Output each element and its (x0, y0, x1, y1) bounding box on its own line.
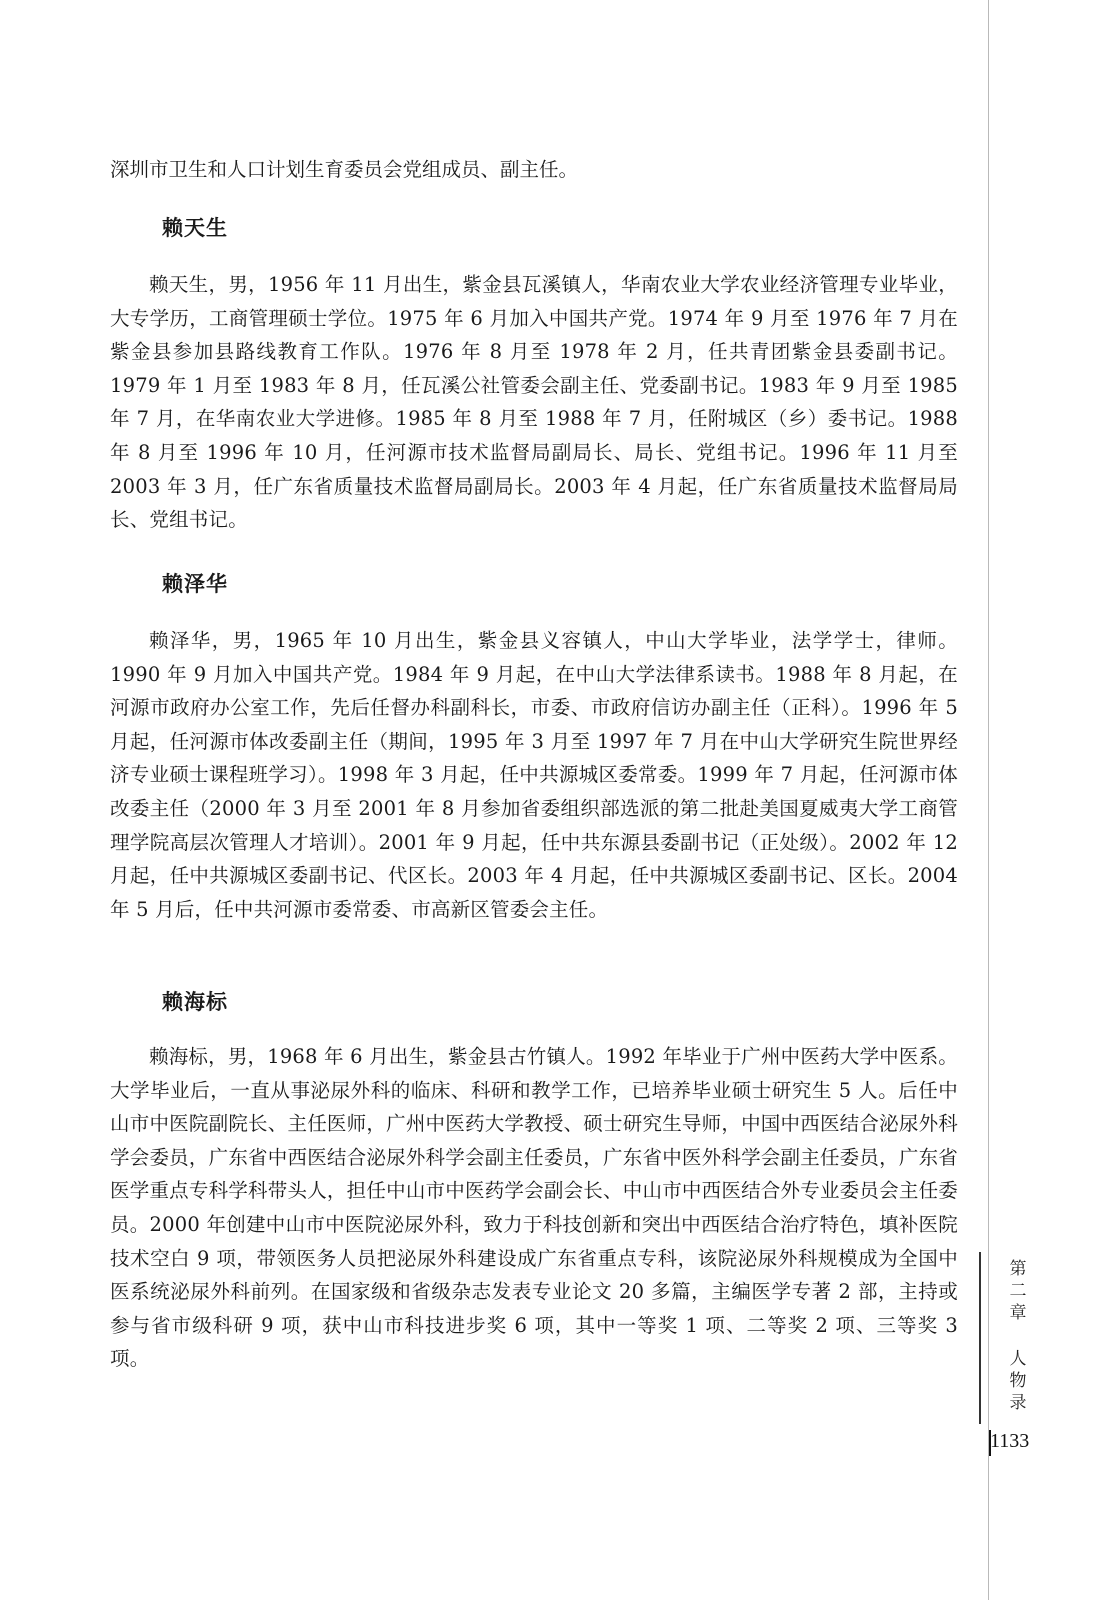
section-char: 录 (1009, 1393, 1027, 1413)
chapter-char: 章 (1009, 1303, 1027, 1323)
chapter-side-label (1003, 1258, 1033, 1414)
section-char: 人 (1009, 1349, 1027, 1369)
chapter-char: 第 (1009, 1259, 1027, 1279)
entry-body-3 (110, 1040, 958, 1376)
page-number: 1133 (990, 1430, 1030, 1452)
entry-title-2: 赖泽华 (162, 572, 228, 596)
chapter-char: 二 (1009, 1281, 1027, 1301)
margin-rule (988, 0, 989, 1600)
entry-paragraph-3: 赖海标，男，1968 年 6 月出生，紫金县古竹镇人。1992 年毕业于广州中医药大学中医系。大学毕业后，一直从事泌尿外科的临床、科研和教学工作，已培养毕业硕士研究生 5 人。后任中山市中医院副院长、主任医师，广州中医药大学教授、硕士研究生导师，中国中西医结合泌尿外科学会委员，广东省中西医结合泌尿外科学会副主任委员，广东省中医外科学会副主任委员，广东省医学重点专科学科带头人，担任中山市中医药学会副会长、中山市中西医结合外专业委员会主任委员。2000 年创建中山市中医院泌尿外科，致力于科技创新和突出中西医结合治疗特色，填补医院技术空白 9 项，带领医务人员把泌尿外科建设成广东省重点专科，该院泌尿外科规模成为全国中医系统泌尿外科前列。在国家级和省级杂志发表专业论文 20 多篇，主编医学专著 2 部，主持或参与省市级科研 9 项，获中山市科技进步奖 6 项，其中一等奖 1 项、二等奖 2 项、三等奖 3 项。 (110, 1045, 958, 1371)
entry-paragraph-1: 赖天生，男，1956 年 11 月出生，紫金县瓦溪镇人，华南农业大学农业经济管理专业毕业，大专学历，工商管理硕士学位。1975 年 6 月加入中国共产党。1974 年 9 月至 1976 年 7 月在紫金县参加县路线教育工作队。1976 年 8 月至 1978 年 2 月，任共青团紫金县委副书记。1979 年 1 月至 1983 年 8 月，任瓦溪公社管委会副主任、党委副书记。1983 年 9 月至 1985 年 7 月，在华南农业大学进修。1985 年 8 月至 1988 年 7 月，任附城区（乡）委书记。1988 年 8 月至 1996 年 10 月，任河源市技术监督局副局长、局长、党组书记。1996 年 11 月至 2003 年 3 月，任广东省质量技术监督局副局长。2003 年 4 月起，任广东省质量技术监督局局长、党组书记。 (110, 273, 958, 532)
entry-title-3: 赖海标 (162, 990, 228, 1014)
section-char: 物 (1009, 1371, 1027, 1391)
entry-paragraph-2: 赖泽华，男，1965 年 10 月出生，紫金县义容镇人，中山大学毕业，法学学士，律师。1990 年 9 月加入中国共产党。1984 年 9 月起，在中山大学法律系读书。1988 年 8 月起，在河源市政府办公室工作，先后任督办科副科长，市委、市政府信访办副主任（正科）。1996 年 5 月起，任河源市体改委副主任（期间，1995 年 3 月至 1997 年 7 月在中山大学研究生院世界经济专业硕士课程班学习）。1998 年 3 月起，任中共源城区委常委。1999 年 7 月起，任河源市体改委主任（2000 年 3 月至 2001 年 8 月参加省委组织部选派的第二批赴美国夏威夷大学工商管理学院高层次管理人才培训）。2001 年 9 月起，任中共东源县委副书记（正处级）。2002 年 12 月起，任中共源城区委副书记、代区长。2003 年 4 月起，任中共源城区委副书记、区长。2004 年 5 月后，任中共河源市委常委、市高新区管委会主任。 (110, 629, 958, 921)
entry-body-2 (110, 624, 958, 926)
lead-line: 深圳市卫生和人口计划生育委员会党组成员、副主任。 (110, 158, 579, 181)
entry-title-1: 赖天生 (162, 216, 228, 240)
margin-rule-section (979, 1252, 981, 1424)
entry-body-1 (110, 268, 958, 537)
